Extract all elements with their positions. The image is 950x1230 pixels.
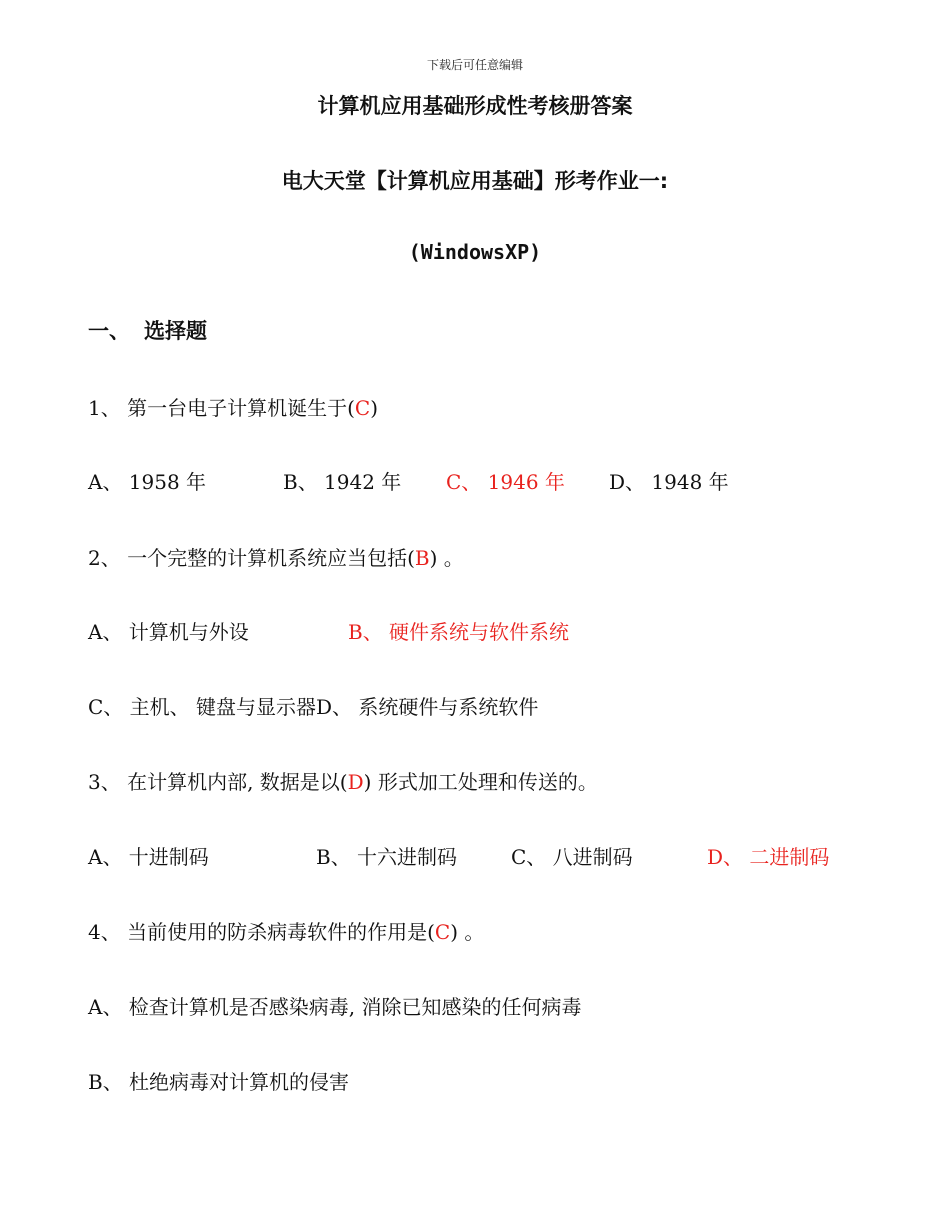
question-4-stem-pre: 4、 当前使用的防杀病毒软件的作用是( [88, 920, 435, 944]
question-2-stem-pre: 2、 一个完整的计算机系统应当包括( [88, 546, 415, 570]
question-3-stem [88, 766, 598, 795]
main-title: 计算机应用基础形成性考核册答案 [317, 94, 633, 118]
question-1-option-c: C、 1946 年 [446, 470, 565, 494]
question-1-option-b: B、 1942 年 [283, 470, 402, 494]
question-2-options-cd: C、 主机、 键盘与显示器D、 系统硬件与系统软件 [88, 695, 539, 719]
question-1-option-d: D、 1948 年 [609, 470, 729, 494]
question-1-stem-pre: 1、 第一台电子计算机诞生于( [88, 396, 355, 420]
question-1-option-a: A、 1958 年 [88, 470, 207, 494]
section-label: 选择题 [144, 319, 207, 343]
question-2-stem [88, 542, 464, 571]
question-2-option-b: B、 硬件系统与软件系统 [348, 620, 570, 644]
question-1-answer: C [354, 396, 371, 420]
question-3-stem-post: ) 形式加工处理和传送的。 [363, 770, 598, 794]
section-number: 一、 [88, 319, 130, 343]
question-1-options [88, 466, 888, 494]
question-4-answer: C [434, 920, 451, 944]
question-2-option-a: A、 计算机与外设 [88, 620, 249, 644]
subtitle-windowsxp: (WindowsXP) [408, 240, 542, 264]
question-3-option-d: D、 二进制码 [707, 845, 830, 869]
question-3-option-c: C、 八进制码 [511, 845, 633, 869]
question-3-option-a: A、 十进制码 [88, 845, 209, 869]
question-2-answer: B [414, 546, 430, 570]
question-3-answer: D [347, 770, 364, 794]
header-note: 下载后可任意编辑 [426, 58, 523, 72]
question-2-stem-post: ) 。 [429, 546, 464, 570]
question-1-stem [88, 392, 378, 421]
question-4-stem-post: ) 。 [450, 920, 485, 944]
question-4-option-b: B、 杜绝病毒对计算机的侵害 [88, 1070, 350, 1094]
question-3-options [88, 841, 888, 869]
question-1-stem-post: ) [370, 396, 379, 420]
question-3-option-b: B、 十六进制码 [316, 845, 458, 869]
section-heading [88, 315, 207, 345]
subtitle: 电大天堂【计算机应用基础】形考作业一: [281, 169, 669, 193]
question-3-stem-pre: 3、 在计算机内部, 数据是以( [88, 770, 348, 794]
question-4-stem [88, 916, 484, 945]
question-4-option-a: A、 检查计算机是否感染病毒, 消除已知感染的任何病毒 [88, 995, 582, 1019]
question-2-options-ab [88, 616, 888, 644]
